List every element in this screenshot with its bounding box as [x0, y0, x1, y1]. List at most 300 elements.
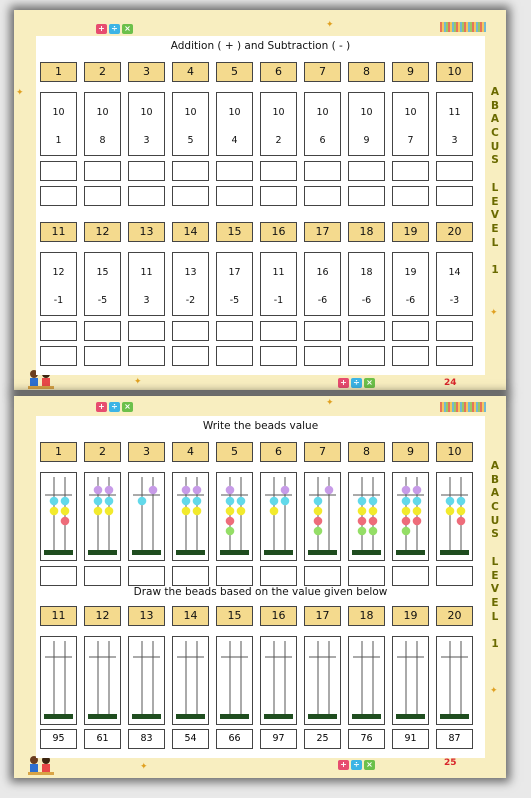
answer-box[interactable]	[216, 161, 253, 181]
question-number: 15	[216, 222, 253, 242]
math-operators-icon: + ÷ ×	[96, 24, 133, 34]
abacus-card	[304, 472, 341, 561]
question-card	[260, 252, 297, 316]
lower-bead	[138, 497, 147, 506]
question-number: 20	[436, 606, 473, 626]
page-number: 24	[444, 378, 457, 388]
operand-1: 12	[52, 267, 65, 278]
operand-1: 11	[272, 267, 285, 278]
abacus-drawing	[41, 473, 76, 560]
operand-1: 15	[96, 267, 109, 278]
empty-abacus-card[interactable]	[348, 636, 385, 725]
answer-box[interactable]	[172, 566, 209, 586]
lower-bead	[402, 517, 411, 526]
abacus-drawing	[437, 637, 472, 724]
question-card	[304, 92, 341, 156]
lower-bead	[413, 507, 422, 516]
question-card	[84, 252, 121, 316]
abacus-card	[348, 472, 385, 561]
empty-abacus-card[interactable]	[40, 636, 77, 725]
lower-bead	[61, 497, 70, 506]
question-number: 5	[216, 442, 253, 462]
answer-box[interactable]	[84, 321, 121, 341]
side-letter: S	[491, 528, 499, 541]
abacus-base	[440, 714, 469, 719]
answer-box[interactable]	[172, 186, 209, 206]
answer-box[interactable]	[84, 566, 121, 586]
worksheet-panel	[36, 36, 485, 375]
operand-2: 8	[99, 135, 106, 146]
answer-box[interactable]	[216, 566, 253, 586]
side-letter: A	[490, 86, 500, 98]
empty-abacus-card[interactable]	[128, 636, 165, 725]
side-letter: L	[491, 236, 499, 249]
question-number: 1	[40, 442, 77, 462]
operand-2: 6	[319, 135, 326, 146]
lower-bead	[369, 497, 378, 506]
operand-1: 10	[404, 107, 417, 118]
lower-bead	[226, 497, 235, 506]
operand-1: 10	[140, 107, 153, 118]
question-number: 9	[392, 62, 429, 82]
abacus-card	[84, 472, 121, 561]
lower-bead	[50, 507, 59, 516]
page-number: 25	[444, 758, 457, 768]
operand-2: 2	[275, 135, 282, 146]
target-value: 61	[84, 729, 121, 749]
abacus-card	[40, 472, 77, 561]
question-number: 7	[304, 62, 341, 82]
sparkle-icon: ✦	[490, 686, 498, 696]
question-card	[392, 252, 429, 316]
sparkle-icon: ✦	[134, 377, 142, 387]
operand-1: 10	[360, 107, 373, 118]
answer-box[interactable]	[40, 321, 77, 341]
abacus-drawing	[129, 473, 164, 560]
answer-box[interactable]	[260, 566, 297, 586]
abacus-base	[220, 714, 249, 719]
answer-box[interactable]	[304, 161, 341, 181]
abacus-base	[88, 550, 117, 555]
upper-bead	[402, 486, 411, 495]
lower-bead	[369, 527, 378, 536]
target-value: 97	[260, 729, 297, 749]
math-operators-icon: + ÷ ×	[338, 378, 375, 388]
answer-box[interactable]	[392, 346, 429, 366]
abacus-base	[220, 550, 249, 555]
question-card	[436, 252, 473, 316]
operand-1: 10	[184, 107, 197, 118]
upper-bead	[281, 486, 290, 495]
abacus-base	[352, 714, 381, 719]
side-letter: 1	[491, 637, 499, 650]
side-letter: L	[491, 181, 499, 194]
side-letter: U	[490, 140, 500, 153]
question-number: 9	[392, 442, 429, 462]
abacus-drawing	[393, 473, 428, 560]
abacus-drawing	[261, 473, 296, 560]
answer-box[interactable]	[304, 186, 341, 206]
operand-2: -3	[449, 295, 460, 306]
side-letter	[488, 250, 502, 264]
operand-2: 4	[231, 135, 238, 146]
question-number: 14	[172, 222, 209, 242]
question-card	[304, 252, 341, 316]
answer-box[interactable]	[40, 346, 77, 366]
side-letter: U	[490, 514, 500, 527]
side-letter	[488, 542, 502, 556]
lower-bead	[314, 497, 323, 506]
question-number: 14	[172, 606, 209, 626]
lower-bead	[270, 507, 279, 516]
target-value: 54	[172, 729, 209, 749]
abacus-base	[176, 714, 205, 719]
side-letter: V	[490, 209, 500, 222]
abacus-card	[128, 472, 165, 561]
answer-box[interactable]	[216, 321, 253, 341]
lower-bead	[402, 497, 411, 506]
question-card	[216, 92, 253, 156]
operand-1: 11	[140, 267, 153, 278]
abacus-base	[88, 714, 117, 719]
side-letter: V	[490, 583, 500, 596]
question-card	[260, 92, 297, 156]
question-card	[84, 92, 121, 156]
abacus-base	[264, 714, 293, 719]
operand-2: -5	[229, 295, 240, 306]
answer-box[interactable]	[348, 321, 385, 341]
operand-2: -6	[405, 295, 416, 306]
operand-2: -6	[317, 295, 328, 306]
answer-box[interactable]	[172, 321, 209, 341]
question-number: 12	[84, 222, 121, 242]
lower-bead	[270, 497, 279, 506]
side-letter: L	[491, 610, 499, 623]
target-value: 25	[304, 729, 341, 749]
question-number: 2	[84, 442, 121, 462]
abacus-base	[44, 714, 73, 719]
question-card	[348, 92, 385, 156]
operand-1: 11	[448, 107, 461, 118]
question-number: 3	[128, 442, 165, 462]
abacus-drawing	[173, 637, 208, 724]
math-operators-icon: + ÷ ×	[96, 402, 133, 412]
lower-bead	[402, 527, 411, 536]
answer-box[interactable]	[436, 566, 473, 586]
operand-1: 10	[228, 107, 241, 118]
answer-box[interactable]	[348, 161, 385, 181]
abacus-card	[260, 472, 297, 561]
side-letter: E	[491, 596, 499, 609]
side-letter: S	[491, 154, 499, 167]
answer-box[interactable]	[392, 186, 429, 206]
answer-box[interactable]	[40, 566, 77, 586]
answer-box[interactable]	[128, 186, 165, 206]
color-stripe-decoration	[440, 402, 486, 412]
question-number: 16	[260, 606, 297, 626]
side-letter: 1	[491, 263, 499, 276]
question-card	[40, 252, 77, 316]
color-stripe-decoration	[440, 22, 486, 32]
empty-abacus-card[interactable]	[260, 636, 297, 725]
empty-abacus-card[interactable]	[304, 636, 341, 725]
question-number: 5	[216, 62, 253, 82]
lower-bead	[281, 497, 290, 506]
abacus-base	[308, 714, 337, 719]
lower-bead	[413, 517, 422, 526]
answer-box[interactable]	[348, 186, 385, 206]
abacus-drawing	[261, 637, 296, 724]
question-number: 10	[436, 62, 473, 82]
answer-box[interactable]	[260, 161, 297, 181]
answer-box[interactable]	[40, 161, 77, 181]
lower-bead	[358, 527, 367, 536]
question-number: 16	[260, 222, 297, 242]
question-number: 17	[304, 222, 341, 242]
answer-box[interactable]	[304, 346, 341, 366]
operand-1: 14	[448, 267, 461, 278]
answer-box[interactable]	[436, 161, 473, 181]
operand-2: -1	[53, 295, 64, 306]
worksheet-page-24	[14, 10, 506, 390]
question-number: 17	[304, 606, 341, 626]
operand-1: 10	[316, 107, 329, 118]
question-number: 18	[348, 606, 385, 626]
abacus-drawing	[393, 637, 428, 724]
lower-bead	[358, 517, 367, 526]
section-title-draw-beads: Draw the beads based on the value given below	[133, 586, 388, 598]
worksheet-title: Addition ( + ) and Subtraction ( - )	[170, 40, 351, 52]
empty-abacus-card[interactable]	[216, 636, 253, 725]
answer-box[interactable]	[216, 186, 253, 206]
lower-bead	[358, 507, 367, 516]
answer-box[interactable]	[304, 321, 341, 341]
abacus-level-vertical-label	[488, 86, 502, 278]
question-number: 4	[172, 442, 209, 462]
question-number: 7	[304, 442, 341, 462]
abacus-drawing	[85, 473, 120, 560]
lower-bead	[314, 527, 323, 536]
section-title-write-beads: Write the beads value	[202, 420, 319, 432]
operand-2: 3	[143, 295, 150, 306]
operand-1: 10	[272, 107, 285, 118]
abacus-level-vertical-label	[488, 460, 502, 652]
lower-bead	[369, 507, 378, 516]
side-letter: E	[491, 195, 499, 208]
target-value: 76	[348, 729, 385, 749]
abacus-base	[396, 550, 425, 555]
lower-bead	[457, 517, 466, 526]
side-letter: B	[490, 99, 499, 112]
sparkle-icon: ✦	[326, 398, 334, 408]
abacus-drawing	[85, 637, 120, 724]
answer-box[interactable]	[436, 321, 473, 341]
operand-2: 7	[407, 135, 414, 146]
answer-box[interactable]	[84, 161, 121, 181]
question-number: 1	[40, 62, 77, 82]
worksheet-panel	[36, 416, 485, 758]
lower-bead	[226, 507, 235, 516]
answer-box[interactable]	[260, 321, 297, 341]
side-letter: E	[491, 222, 499, 235]
answer-box[interactable]	[260, 186, 297, 206]
question-number: 2	[84, 62, 121, 82]
target-value: 83	[128, 729, 165, 749]
lower-bead	[314, 517, 323, 526]
question-number: 20	[436, 222, 473, 242]
empty-abacus-card[interactable]	[172, 636, 209, 725]
question-number: 13	[128, 222, 165, 242]
answer-box[interactable]	[172, 346, 209, 366]
empty-abacus-card[interactable]	[84, 636, 121, 725]
sparkle-icon: ✦	[140, 762, 148, 772]
operand-2: -6	[361, 295, 372, 306]
upper-bead	[325, 486, 334, 495]
target-value: 95	[40, 729, 77, 749]
question-number: 12	[84, 606, 121, 626]
lower-bead	[182, 497, 191, 506]
abacus-drawing	[349, 637, 384, 724]
abacus-card	[216, 472, 253, 561]
sparkle-icon: ✦	[326, 20, 334, 30]
answer-box[interactable]	[436, 346, 473, 366]
answer-box[interactable]	[128, 566, 165, 586]
sparkle-icon: ✦	[490, 308, 498, 318]
abacus-drawing	[305, 637, 340, 724]
lower-bead	[105, 497, 114, 506]
question-number: 11	[40, 222, 77, 242]
question-card	[348, 252, 385, 316]
side-letter: A	[490, 113, 500, 126]
abacus-drawing	[41, 637, 76, 724]
lower-bead	[237, 497, 246, 506]
abacus-drawing	[173, 473, 208, 560]
question-card	[216, 252, 253, 316]
answer-box[interactable]	[392, 321, 429, 341]
question-card	[392, 92, 429, 156]
upper-bead	[94, 486, 103, 495]
empty-abacus-card[interactable]	[392, 636, 429, 725]
question-card	[128, 252, 165, 316]
question-number: 6	[260, 62, 297, 82]
operand-1: 17	[228, 267, 241, 278]
abacus-base	[44, 550, 73, 555]
abacus-card	[392, 472, 429, 561]
operand-1: 10	[52, 107, 65, 118]
question-number: 8	[348, 442, 385, 462]
question-number: 18	[348, 222, 385, 242]
answer-box[interactable]	[348, 346, 385, 366]
answer-box[interactable]	[128, 161, 165, 181]
question-number: 15	[216, 606, 253, 626]
upper-bead	[182, 486, 191, 495]
answer-box[interactable]	[392, 161, 429, 181]
empty-abacus-card[interactable]	[436, 636, 473, 725]
answer-box[interactable]	[128, 321, 165, 341]
side-letter: C	[491, 127, 499, 140]
worksheet-page-25	[14, 396, 506, 778]
side-letter: E	[491, 569, 499, 582]
answer-box[interactable]	[84, 186, 121, 206]
abacus-card	[436, 472, 473, 561]
lower-bead	[182, 507, 191, 516]
abacus-drawing	[217, 637, 252, 724]
abacus-drawing	[349, 473, 384, 560]
operand-2: -1	[273, 295, 284, 306]
abacus-base	[176, 550, 205, 555]
abacus-drawing	[129, 637, 164, 724]
question-card	[40, 92, 77, 156]
answer-box[interactable]	[436, 186, 473, 206]
question-number: 13	[128, 606, 165, 626]
sparkle-icon: ✦	[16, 88, 24, 98]
operand-2: 9	[363, 135, 370, 146]
operand-2: -5	[97, 295, 108, 306]
operand-1: 18	[360, 267, 373, 278]
lower-bead	[457, 507, 466, 516]
side-letter: B	[490, 473, 499, 486]
question-card	[128, 92, 165, 156]
lower-bead	[402, 507, 411, 516]
answer-box[interactable]	[216, 346, 253, 366]
answer-box[interactable]	[128, 346, 165, 366]
operand-1: 19	[404, 267, 417, 278]
lower-bead	[358, 497, 367, 506]
operand-1: 16	[316, 267, 329, 278]
side-letter: A	[490, 487, 500, 500]
lower-bead	[61, 517, 70, 526]
answer-box[interactable]	[392, 566, 429, 586]
lower-bead	[50, 497, 59, 506]
abacus-drawing	[437, 473, 472, 560]
question-card	[172, 92, 209, 156]
lower-bead	[237, 507, 246, 516]
operand-2: -2	[185, 295, 196, 306]
question-number: 11	[40, 606, 77, 626]
answer-box[interactable]	[84, 346, 121, 366]
upper-bead	[413, 486, 422, 495]
operand-2: 1	[55, 135, 62, 146]
lower-bead	[446, 497, 455, 506]
abacus-base	[308, 550, 337, 555]
answer-box[interactable]	[348, 566, 385, 586]
answer-box[interactable]	[304, 566, 341, 586]
abacus-base	[396, 714, 425, 719]
question-number: 10	[436, 442, 473, 462]
lower-bead	[457, 497, 466, 506]
side-letter: C	[491, 501, 499, 514]
answer-box[interactable]	[40, 186, 77, 206]
lower-bead	[193, 497, 202, 506]
question-number: 6	[260, 442, 297, 462]
abacus-base	[132, 714, 161, 719]
lower-bead	[314, 507, 323, 516]
answer-box[interactable]	[260, 346, 297, 366]
upper-bead	[105, 486, 114, 495]
lower-bead	[193, 507, 202, 516]
lower-bead	[61, 507, 70, 516]
math-operators-icon: + ÷ ×	[338, 760, 375, 770]
lower-bead	[226, 527, 235, 536]
upper-bead	[226, 486, 235, 495]
answer-box[interactable]	[172, 161, 209, 181]
question-number: 19	[392, 222, 429, 242]
operand-1: 13	[184, 267, 197, 278]
abacus-base	[264, 550, 293, 555]
question-card	[436, 92, 473, 156]
upper-bead	[149, 486, 158, 495]
question-number: 3	[128, 62, 165, 82]
